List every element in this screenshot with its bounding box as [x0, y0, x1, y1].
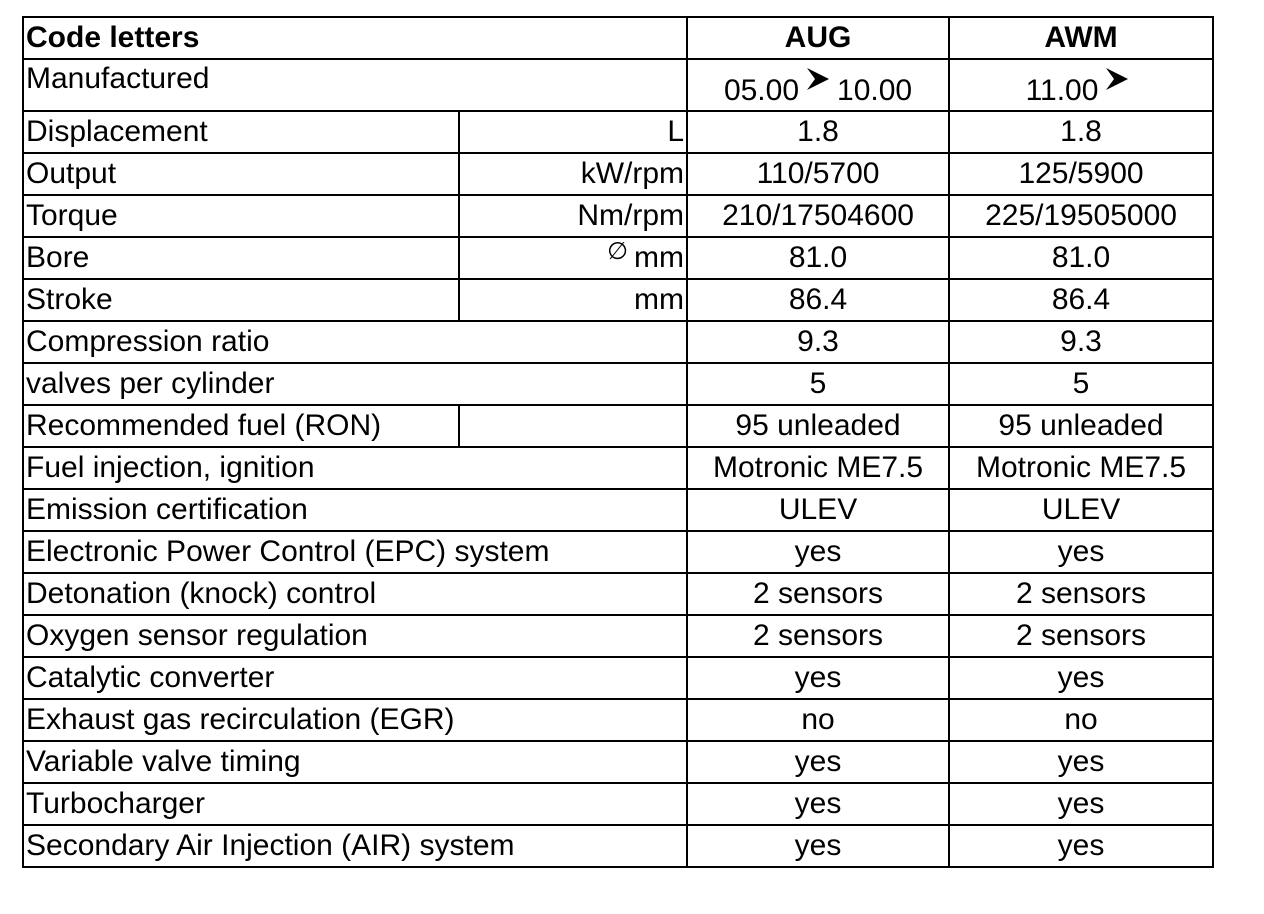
row-aug-value: 9.3 [687, 321, 949, 363]
row-awm-value: 1.8 [949, 111, 1213, 153]
table-row [23, 279, 1213, 321]
row-label: Displacement [23, 111, 459, 153]
header-aug: AUG [687, 17, 949, 59]
row-label: Electronic Power Control (EPC) system [23, 531, 687, 573]
manufactured-aug [687, 59, 949, 111]
diameter-symbol: ∅ [607, 238, 629, 265]
row-awm-value: 81.0 [949, 237, 1213, 279]
row-aug-value: Motronic ME7.5 [687, 447, 949, 489]
row-awm-value: 2 sensors [949, 573, 1213, 615]
row-label: Emission certification [23, 489, 687, 531]
table-row [23, 153, 1213, 195]
table-row [23, 657, 1213, 699]
unit-text: kW/rpm [580, 157, 685, 190]
row-label: Fuel injection, ignition [23, 447, 687, 489]
row-awm-value: 95 unleaded [949, 405, 1213, 447]
row-aug-value: 2 sensors [687, 573, 949, 615]
row-aug-value: 81.0 [687, 237, 949, 279]
row-aug-value: 1.8 [687, 111, 949, 153]
header-label: Code letters [23, 17, 687, 59]
manufactured-label: Manufactured [23, 59, 687, 111]
header-awm: AWM [949, 17, 1213, 59]
table-row [23, 783, 1213, 825]
row-awm-value: yes [949, 657, 1213, 699]
row-unit [459, 153, 687, 195]
arrowhead-right-icon [805, 66, 831, 98]
row-label: Variable valve timing [23, 741, 687, 783]
table-row [23, 573, 1213, 615]
table-row [23, 489, 1213, 531]
row-awm-value: Motronic ME7.5 [949, 447, 1213, 489]
row-label: Secondary Air Injection (AIR) system [23, 825, 687, 867]
table-row [23, 321, 1213, 363]
row-awm-value: 86.4 [949, 279, 1213, 321]
manufactured-row [23, 59, 1213, 111]
header-row [23, 17, 1213, 59]
table-row [23, 825, 1213, 867]
row-awm-value: no [949, 699, 1213, 741]
row-unit [459, 237, 687, 279]
row-awm-value: yes [949, 741, 1213, 783]
row-aug-value: yes [687, 741, 949, 783]
manufactured-awm [949, 59, 1213, 111]
row-aug-value: 110/5700 [687, 153, 949, 195]
row-label: Exhaust gas recirculation (EGR) [23, 699, 687, 741]
row-label: valves per cylinder [23, 363, 687, 405]
row-unit [459, 279, 687, 321]
unit-text: mm [634, 283, 685, 316]
row-unit [459, 111, 687, 153]
row-aug-value: no [687, 699, 949, 741]
row-label: Stroke [23, 279, 459, 321]
table-row [23, 405, 1213, 447]
row-awm-value: 5 [949, 363, 1213, 405]
table-row [23, 237, 1213, 279]
table-row [23, 615, 1213, 657]
row-label: Detonation (knock) control [23, 573, 687, 615]
row-label: Oxygen sensor regulation [23, 615, 687, 657]
table-row [23, 699, 1213, 741]
engine-spec-table [22, 16, 1214, 868]
unit-text: mm [634, 241, 685, 274]
table-row [23, 741, 1213, 783]
row-label: Catalytic converter [23, 657, 687, 699]
row-awm-value: yes [949, 531, 1213, 573]
unit-text: Nm/rpm [577, 199, 685, 232]
arrowhead-right-icon [1104, 66, 1130, 98]
row-awm-value: yes [949, 783, 1213, 825]
row-unit [459, 195, 687, 237]
table-row [23, 111, 1213, 153]
row-awm-value: ULEV [949, 489, 1213, 531]
row-aug-value: 2 sensors [687, 615, 949, 657]
row-aug-value: 86.4 [687, 279, 949, 321]
row-aug-value: 5 [687, 363, 949, 405]
row-unit [459, 405, 687, 447]
aug-to: 10.00 [837, 74, 913, 107]
row-label: Recommended fuel (RON) [23, 405, 459, 447]
row-label: Output [23, 153, 459, 195]
row-aug-value: ULEV [687, 489, 949, 531]
table-row [23, 447, 1213, 489]
row-aug-value: yes [687, 825, 949, 867]
table-row [23, 195, 1213, 237]
row-aug-value: yes [687, 531, 949, 573]
row-aug-value: yes [687, 657, 949, 699]
row-label: Turbocharger [23, 783, 687, 825]
table-row [23, 531, 1213, 573]
table-row [23, 363, 1213, 405]
row-label: Compression ratio [23, 321, 687, 363]
row-label: Torque [23, 195, 459, 237]
row-awm-value: 2 sensors [949, 615, 1213, 657]
row-awm-value: yes [949, 825, 1213, 867]
row-aug-value: 95 unleaded [687, 405, 949, 447]
awm-from: 11.00 [1025, 74, 1099, 107]
row-aug-value: yes [687, 783, 949, 825]
row-awm-value: 225/19505000 [949, 195, 1213, 237]
aug-from: 05.00 [723, 74, 800, 107]
row-awm-value: 125/5900 [949, 153, 1213, 195]
row-aug-value: 210/17504600 [687, 195, 949, 237]
unit-text: L [667, 115, 685, 148]
row-label: Bore [23, 237, 459, 279]
row-awm-value: 9.3 [949, 321, 1213, 363]
